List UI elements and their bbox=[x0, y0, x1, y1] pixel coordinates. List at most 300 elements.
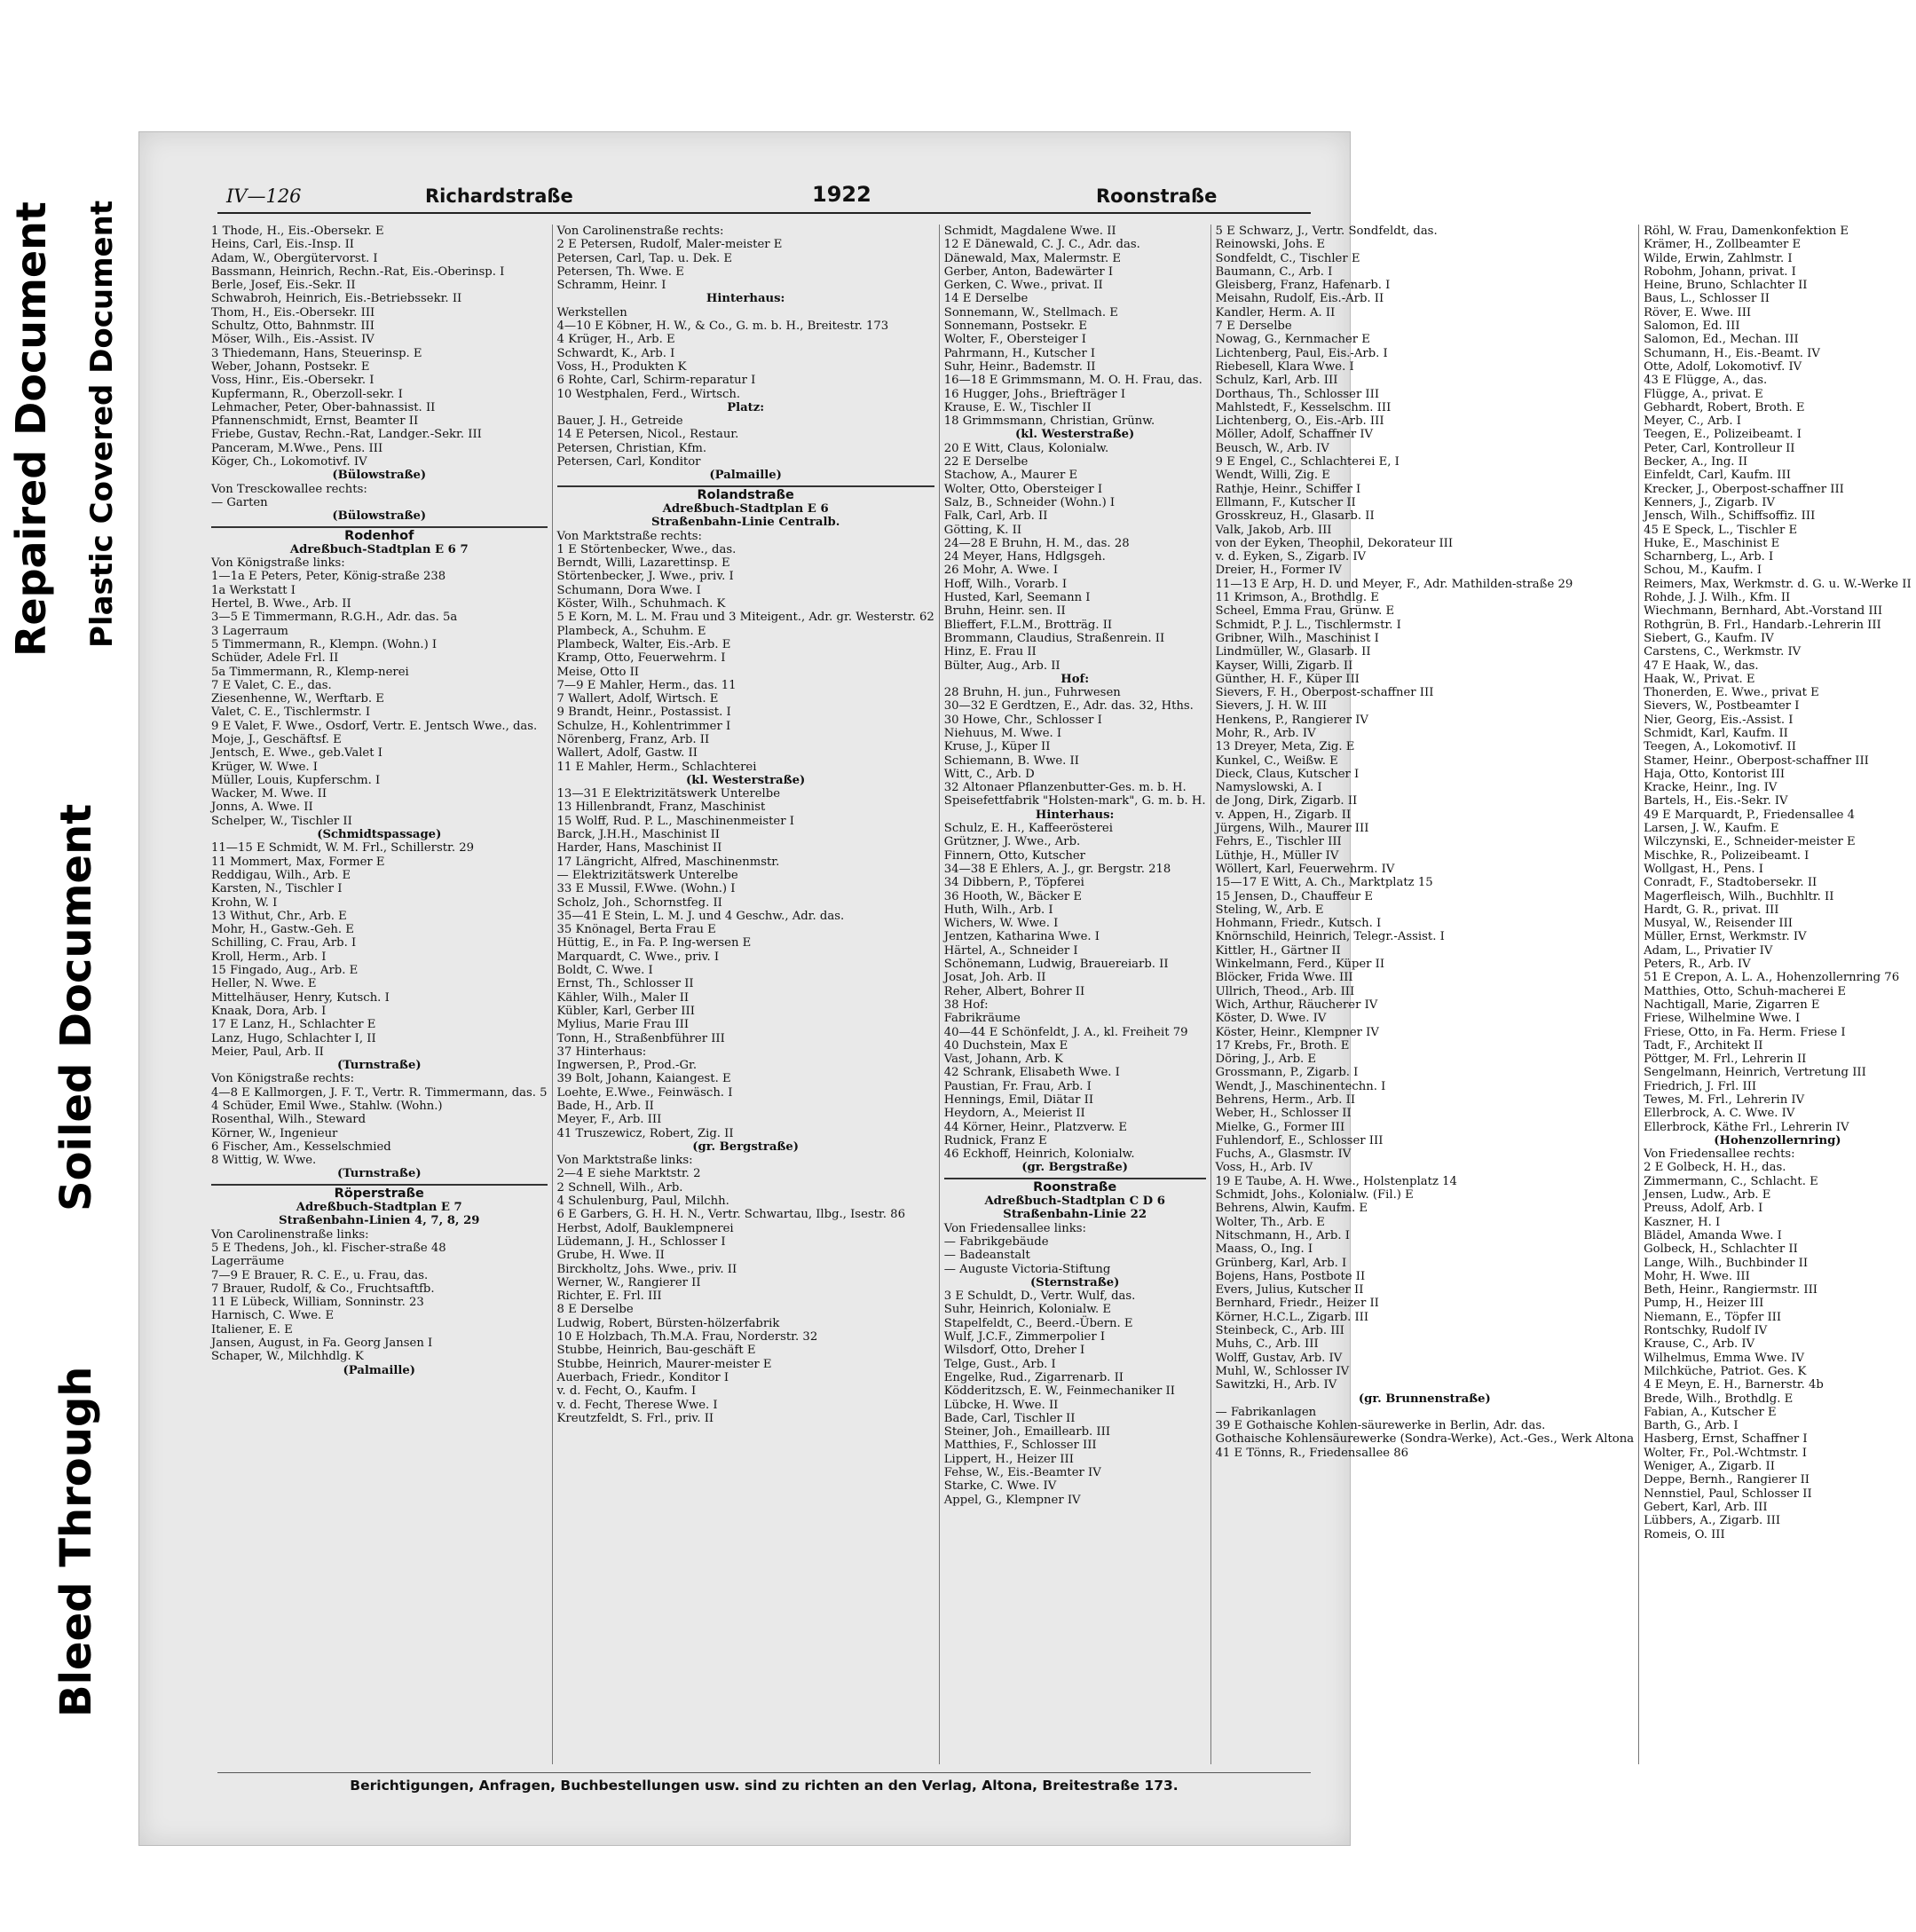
directory-entry: 16—18 E Grimmsmann, M. O. H. Frau, das. bbox=[943, 374, 1202, 388]
publisher-footer: Berichtigungen, Anfragen, Buchbestellungen usw. sind zu richten an den Verlag, Altona, Breitestraße 173. bbox=[217, 1772, 1311, 1794]
directory-entry: Döring, J., Arb. E bbox=[1215, 1053, 1317, 1067]
directory-entry: Adreßbuch-Stadtplan C D 6 bbox=[984, 1195, 1165, 1209]
directory-entry: Musyal, W., Reisender III bbox=[1644, 917, 1793, 931]
directory-entry: 33 E Mussil, F.Wwe. (Wohn.) I bbox=[556, 882, 736, 896]
directory-entry: Adam, L., Privatier IV bbox=[1644, 943, 1773, 958]
directory-entry: Valet, C. E., Tischlermstr. I bbox=[211, 706, 371, 720]
directory-entry: Salz, B., Schneider (Wohn.) I bbox=[943, 495, 1116, 509]
street-heading: Rodenhof bbox=[211, 526, 548, 543]
directory-entry: Reimers, Max, Werkmstr. d. G. u. W.-Werke II bbox=[1644, 577, 1912, 591]
directory-entry: Marquardt, C. Wwe., priv. I bbox=[556, 950, 720, 964]
directory-entry: Hasberg, Ernst, Schaffner I bbox=[1644, 1432, 1808, 1447]
directory-entry: Von Marktstraße rechts: bbox=[556, 529, 702, 543]
directory-entry: 10 Westphalen, Ferd., Wirtsch. bbox=[556, 387, 741, 401]
directory-entry: Haak, W., Privat. E bbox=[1644, 672, 1755, 686]
directory-entry: Von Carolinenstraße links: bbox=[211, 1227, 369, 1242]
directory-entry: (kl. Westerstraße) bbox=[1015, 428, 1135, 442]
directory-entry: Hof: bbox=[1061, 672, 1090, 686]
directory-entry: de Jong, Dirk, Zigarb. II bbox=[1215, 794, 1358, 808]
directory-entry: Gothaische Kohlensäurewerke (Sondra-Werke), Act.-Ges., Werk Altona bbox=[1215, 1432, 1635, 1447]
directory-entry: Plambeck, Walter, Eis.-Arb. E bbox=[556, 637, 731, 651]
directory-entry: Dreier, H., Former IV bbox=[1215, 564, 1342, 578]
directory-entry: Romeis, O. III bbox=[1644, 1527, 1725, 1542]
directory-entry: Schwabroh, Heinrich, Eis.-Betriebssekr. II bbox=[211, 292, 462, 306]
directory-entry: Mahlstedt, F., Kesselschm. III bbox=[1215, 400, 1392, 414]
directory-entry: Schüder, Adele Frl. II bbox=[211, 651, 339, 666]
directory-entry: Weber, H., Schlosser II bbox=[1215, 1107, 1352, 1121]
directory-entry: Schilling, C. Frau, Arb. I bbox=[211, 936, 357, 950]
directory-entry: Von Friedensallee links: bbox=[943, 1221, 1086, 1235]
directory-entry: Voss, Hinr., Eis.-Obersekr. I bbox=[211, 374, 375, 388]
directory-entry: Wolff, Gustav, Arb. IV bbox=[1215, 1351, 1343, 1365]
directory-entry: Hoff, Wilh., Vorarb. I bbox=[943, 577, 1068, 591]
directory-entry: Richter, E. Frl. III bbox=[556, 1289, 662, 1304]
directory-entry: Schumann, Dora Wwe. I bbox=[556, 583, 701, 597]
directory-entry: Hinterhaus: bbox=[1035, 808, 1115, 822]
directory-entry: Von Marktstraße links: bbox=[556, 1154, 693, 1168]
directory-entry: Rothgrün, B. Frl., Handarb.-Lehrerin III bbox=[1644, 618, 1881, 632]
directory-entry: Lübbers, A., Zigarb. III bbox=[1644, 1514, 1781, 1528]
directory-entry: 40 Duchstein, Max E bbox=[943, 1038, 1068, 1053]
directory-entry: Heins, Carl, Eis.-Insp. II bbox=[211, 238, 354, 252]
directory-entry: 14 E Petersen, Nicol., Restaur. bbox=[556, 428, 739, 442]
directory-entry: Jansen, August, in Fa. Georg Jansen I bbox=[211, 1337, 433, 1351]
directory-entry: (Turnstraße) bbox=[336, 1167, 422, 1181]
directory-entry: (Turnstraße) bbox=[336, 1059, 422, 1073]
directory-entry: Voss, H., Produkten K bbox=[556, 359, 687, 374]
directory-entry: Steinbeck, C., Arb. III bbox=[1215, 1324, 1344, 1338]
directory-entry: Körner, H.C.L., Zigarb. III bbox=[1215, 1310, 1369, 1324]
directory-entry: 12 E Dänewald, C. J. C., Adr. das. bbox=[943, 238, 1140, 252]
directory-entry: 22 E Derselbe bbox=[943, 455, 1029, 469]
directory-entry: 14 E Derselbe bbox=[943, 292, 1029, 306]
directory-entry: Bernhard, Friedr., Heizer II bbox=[1215, 1297, 1379, 1311]
directory-entry: Muhl, W., Schlosser IV bbox=[1215, 1364, 1350, 1378]
directory-entry: Pahrmann, H., Kutscher I bbox=[943, 346, 1096, 360]
directory-entry: Boldt, C. Wwe. I bbox=[556, 964, 653, 978]
directory-entry: (Schmidtspassage) bbox=[317, 828, 442, 842]
directory-entry: 49 E Marquardt, P., Friedensallee 4 bbox=[1644, 808, 1856, 822]
directory-entry: 43 E Flügge, A., das. bbox=[1644, 374, 1768, 388]
directory-entry: Von Friedensallee rechts: bbox=[1644, 1147, 1795, 1162]
directory-entry: Golbeck, H., Schlachter II bbox=[1644, 1242, 1798, 1257]
directory-entry: Plambeck, A., Schuhm. E bbox=[556, 624, 706, 638]
directory-entry: Gebhardt, Robert, Broth. E bbox=[1644, 400, 1805, 414]
directory-entry: Harnisch, C. Wwe. E bbox=[211, 1309, 335, 1323]
directory-entry: Ködderitzsch, E. W., Feinmechaniker II bbox=[943, 1384, 1175, 1399]
directory-entry: Lüdemann, J. H., Schlosser I bbox=[556, 1234, 726, 1249]
directory-entry: Reinowski, Johs. E bbox=[1215, 238, 1326, 252]
directory-entry: 8 Wittig, W. Wwe. bbox=[211, 1154, 317, 1168]
directory-entry: 10 E Holzbach, Th.M.A. Frau, Norderstr. 32 bbox=[556, 1330, 818, 1345]
directory-entry: 15 Jensen, D., Chauffeur E bbox=[1215, 889, 1373, 903]
directory-entry: Behrens, Alwin, Kaufm. E bbox=[1215, 1202, 1368, 1216]
directory-entry: Huke, E., Maschinist E bbox=[1644, 536, 1780, 550]
directory-entry: Werner, W., Rangierer II bbox=[556, 1275, 701, 1289]
directory-entry: Bade, H., Arb. II bbox=[556, 1100, 654, 1113]
directory-entry: Scheel, Emma Frau, Grünw. E bbox=[1215, 604, 1395, 619]
directory-entry: 11 E Lübeck, William, Sonninstr. 23 bbox=[211, 1296, 424, 1310]
directory-entry: Sengelmann, Heinrich, Vertretung III bbox=[1644, 1066, 1866, 1080]
directory-entry: Carstens, C., Werkmstr. IV bbox=[1644, 645, 1802, 659]
directory-entry: — Auguste Victoria-Stiftung bbox=[943, 1262, 1111, 1276]
directory-entry: Bojens, Hans, Postbote II bbox=[1215, 1269, 1366, 1283]
directory-entry: Wiechmann, Bernhard, Abt.-Vorstand III bbox=[1644, 604, 1883, 619]
directory-entry: Lehmacher, Peter, Ober-bahnassist. II bbox=[211, 400, 436, 414]
directory-entry: Scholz, Joh., Schornstfeg. II bbox=[556, 895, 722, 910]
directory-entry: Bade, Carl, Tischler II bbox=[943, 1411, 1076, 1425]
directory-entry: 11—15 E Schmidt, W. M. Frl., Schillerstr. 29 bbox=[211, 841, 475, 856]
page-header bbox=[217, 175, 1311, 214]
directory-entry: Stubbe, Heinrich, Maurer-meister E bbox=[556, 1357, 772, 1371]
directory-entry: Von Königstraße links: bbox=[211, 556, 345, 571]
directory-entry: 11 Krimson, A., Brothdlg. E bbox=[1215, 591, 1379, 605]
directory-entry: Adam, W., Obergütervorst. I bbox=[211, 251, 378, 265]
directory-entry: — Elektrizitätswerk Unterelbe bbox=[556, 868, 738, 882]
directory-entry: Sievers, F. H., Oberpost-schaffner III bbox=[1215, 686, 1434, 700]
directory-entry: Teegen, A., Lokomotivf. II bbox=[1644, 740, 1796, 754]
directory-entry: Blädel, Amanda Wwe. I bbox=[1644, 1228, 1782, 1242]
directory-entry: Krause, C., Arb. IV bbox=[1644, 1337, 1755, 1352]
directory-entry: Falk, Carl, Arb. II bbox=[943, 509, 1048, 524]
directory-entry: Platz: bbox=[727, 400, 765, 414]
directory-entry: Italiener, E. E bbox=[211, 1322, 293, 1337]
directory-entry: Straßenbahn-Linien 4, 7, 8, 29 bbox=[279, 1214, 480, 1228]
year: 1922 bbox=[812, 182, 871, 207]
directory-entry: Krause, E. W., Tischler II bbox=[943, 400, 1092, 414]
directory-entry: 7—9 E Mahler, Herm., das. 11 bbox=[556, 678, 737, 692]
directory-entry: Gribner, Wilh., Maschinist I bbox=[1215, 631, 1379, 645]
directory-entry: 13 Dreyer, Meta, Zig. E bbox=[1215, 740, 1355, 754]
directory-entry: Salomon, Ed. III bbox=[1644, 319, 1740, 334]
directory-entry: Peter, Carl, Kontrolleur II bbox=[1644, 441, 1795, 455]
directory-entry: Schönemann, Ludwig, Brauereiarb. II bbox=[943, 958, 1169, 972]
directory-entry: 1 Thode, H., Eis.-Obersekr. E bbox=[211, 225, 384, 238]
directory-entry: 15 Fingado, Aug., Arb. E bbox=[211, 964, 359, 978]
directory-entry: Petersen, Carl, Konditor bbox=[556, 455, 701, 469]
directory-entry: Schwardt, K., Arb. I bbox=[556, 346, 675, 360]
directory-entry: Peters, R., Arb. IV bbox=[1644, 958, 1751, 972]
directory-entry: Auerbach, Friedr., Konditor I bbox=[556, 1370, 729, 1384]
directory-entry: Mohr, H. Wwe. III bbox=[1644, 1269, 1750, 1283]
directory-entry: Siebert, G., Kaufm. IV bbox=[1644, 631, 1774, 645]
directory-entry: 9 Brandt, Heinr., Postassist. I bbox=[556, 706, 731, 720]
directory-entry: Wilde, Erwin, Zahlmstr. I bbox=[1644, 251, 1793, 265]
directory-entry: Beusch, W., Arb. IV bbox=[1215, 441, 1329, 455]
directory-entry: (gr. Brunnenstraße) bbox=[1358, 1392, 1491, 1406]
column-5 bbox=[1639, 225, 1916, 1764]
directory-entry: Kruse, J., Küper II bbox=[943, 740, 1051, 754]
directory-entry: (kl. Westerstraße) bbox=[686, 773, 806, 787]
directory-entry: Larsen, J. W., Kaufm. E bbox=[1644, 822, 1779, 836]
directory-entry: Stapelfeldt, C., Beerd.-Übern. E bbox=[943, 1316, 1133, 1330]
directory-entry: Fuhlendorf, E., Schlosser III bbox=[1215, 1133, 1384, 1147]
directory-entry: Röhl, W. Frau, Damenkonfektion E bbox=[1644, 225, 1849, 238]
directory-entry: 7 E Derselbe bbox=[1215, 319, 1292, 334]
directory-entry: 7 Brauer, Rudolf, & Co., Fruchtsaftfb. bbox=[211, 1281, 435, 1296]
directory-entry: 19 E Taube, A. H. Wwe., Holstenplatz 14 bbox=[1215, 1174, 1457, 1188]
directory-entry: Wöllert, Karl, Feuerwehrm. IV bbox=[1215, 862, 1395, 876]
directory-entry: Jonns, A. Wwe. II bbox=[211, 800, 313, 815]
directory-entry: 35 Knönagel, Berta Frau E bbox=[556, 923, 716, 937]
directory-entry: v. d. Fecht, Therese Wwe. I bbox=[556, 1398, 718, 1412]
directory-entry: Evers, Julius, Kutscher II bbox=[1215, 1283, 1364, 1297]
directory-entry: 4 Krüger, H., Arb. E bbox=[556, 333, 675, 347]
directory-entry: Meisahn, Rudolf, Eis.-Arb. II bbox=[1215, 292, 1384, 306]
directory-entry: Behrens, Herm., Arb. II bbox=[1215, 1093, 1356, 1107]
directory-entry: Telge, Gust., Arb. I bbox=[943, 1357, 1056, 1371]
directory-entry: Schulz, Karl, Arb. III bbox=[1215, 374, 1338, 388]
directory-entry: Nier, Georg, Eis.-Assist. I bbox=[1644, 713, 1794, 727]
directory-entry: 9 E Valet, F. Wwe., Osdorf, Vertr. E. Jentsch Wwe., das. bbox=[211, 719, 538, 733]
directory-entry: Bassmann, Heinrich, Rechn.-Rat, Eis.-Oberinsp. I bbox=[211, 264, 505, 279]
directory-entry: Wolter, Fr., Pol.-Wchtmstr. I bbox=[1644, 1446, 1808, 1460]
directory-entry: Finnern, Otto, Kutscher bbox=[943, 848, 1085, 863]
directory-entry: Berle, Josef, Eis.-Sekr. II bbox=[211, 279, 356, 293]
directory-entry: Heydorn, A., Meierist II bbox=[943, 1107, 1085, 1121]
directory-entry: (gr. Bergstraße) bbox=[692, 1139, 800, 1154]
directory-entry: 2 E Golbeck, H. H., das. bbox=[1644, 1161, 1786, 1175]
directory-entry: Loehte, E.Wwe., Feinwäsch. I bbox=[556, 1085, 733, 1100]
directory-entry: Lange, Wilh., Buchbinder II bbox=[1644, 1256, 1809, 1270]
directory-entry: Härtel, A., Schneider I bbox=[943, 943, 1078, 958]
directory-entry: Panceram, M.Wwe., Pens. III bbox=[211, 441, 383, 455]
directory-entry: Adreßbuch-Stadtplan E 6 7 bbox=[289, 542, 469, 556]
directory-entry: Schiemann, B. Wwe. II bbox=[943, 753, 1079, 768]
directory-entry: Wallert, Adolf, Gastw. II bbox=[556, 746, 698, 761]
directory-entry: Pfannenschmidt, Ernst, Beamter II bbox=[211, 414, 419, 429]
page-number: IV—126 bbox=[226, 185, 302, 207]
street-right-title: Roonstraße bbox=[1096, 185, 1218, 207]
directory-entry: Jentsch, E. Wwe., geb.Valet I bbox=[211, 746, 382, 761]
directory-entry: Dieck, Claus, Kutscher I bbox=[1215, 767, 1360, 781]
directory-entry: Lichtenberg, O., Eis.-Arb. III bbox=[1215, 414, 1384, 429]
directory-entry: 17 Krebs, Fr., Broth. E bbox=[1215, 1038, 1350, 1053]
directory-entry: Riebesell, Klara Wwe. I bbox=[1215, 359, 1354, 374]
directory-entry: Schou, M., Kaufm. I bbox=[1644, 564, 1762, 578]
directory-entry: Thom, H., Eis.-Obersekr. III bbox=[211, 305, 375, 319]
directory-entry: 1—1a E Peters, Peter, König-straße 238 bbox=[211, 570, 446, 584]
directory-entry: Günther, H. F., Küper III bbox=[1215, 672, 1360, 686]
directory-entry: Von Carolinenstraße rechts: bbox=[556, 225, 724, 238]
directory-entry: Birckholtz, Johs. Wwe., priv. II bbox=[556, 1262, 737, 1276]
directory-entry: Lagerräume bbox=[211, 1255, 285, 1269]
directory-entry: Milchküche, Patriot. Ges. K bbox=[1644, 1364, 1807, 1378]
directory-entry: Schelper, W., Tischler II bbox=[211, 814, 352, 828]
directory-entry: 34—38 E Ehlers, A. J., gr. Bergstr. 218 bbox=[943, 862, 1171, 876]
directory-entry: (Bülowstraße) bbox=[332, 469, 427, 483]
directory-entry: Maass, O., Ing. I bbox=[1215, 1242, 1313, 1257]
directory-entry: — Fabrikgebäude bbox=[943, 1234, 1049, 1249]
directory-entry: Müller, Louis, Kupferschm. I bbox=[211, 773, 381, 787]
directory-entry: 4 E Meyn, E. H., Barnerstr. 4b bbox=[1644, 1378, 1824, 1392]
directory-entry: Stamer, Heinr., Oberpost-schaffner III bbox=[1644, 753, 1869, 768]
directory-entry: Bartels, H., Eis.-Sekr. IV bbox=[1644, 794, 1788, 808]
directory-entry: Witt, C., Arb. D bbox=[943, 767, 1035, 781]
directory-entry: 39 E Gothaische Kohlen-säurewerke in Berlin, Adr. das. bbox=[1215, 1419, 1546, 1433]
directory-entry: Adreßbuch-Stadtplan E 7 bbox=[296, 1201, 462, 1215]
directory-entry: Rosenthal, Wilh., Steward bbox=[211, 1113, 367, 1127]
directory-entry: Kreutzfeldt, S. Frl., priv. II bbox=[556, 1411, 714, 1425]
directory-entry: 36 Hooth, W., Bäcker E bbox=[943, 889, 1082, 903]
directory-entry: (Hohenzollernring) bbox=[1714, 1133, 1841, 1147]
directory-entry: Ernst, Th., Schlosser II bbox=[556, 977, 694, 991]
directory-entry: Körner, W., Ingenieur bbox=[211, 1126, 338, 1140]
directory-entry: 13—31 E Elektrizitätswerk Unterelbe bbox=[556, 787, 781, 801]
directory-entry: Fuchs, A., Glasmstr. IV bbox=[1215, 1147, 1352, 1162]
directory-entry: Gerken, C. Wwe., privat. II bbox=[943, 279, 1103, 293]
directory-entry: Schramm, Heinr. I bbox=[556, 279, 666, 293]
directory-entry: Straßenbahn-Linie Centralb. bbox=[651, 516, 840, 530]
directory-entry: 18 Grimmsmann, Christian, Grünw. bbox=[943, 414, 1155, 429]
directory-entry: von der Eyken, Theophil, Dekorateur III bbox=[1215, 536, 1454, 550]
directory-entry: Kunkel, C., Weißw. E bbox=[1215, 753, 1338, 768]
directory-entry: Otte, Adolf, Lokomotivf. IV bbox=[1644, 359, 1802, 374]
directory-entry: Tewes, M. Frl., Lehrerin IV bbox=[1644, 1093, 1805, 1107]
directory-entry: 30 Howe, Chr., Schlosser I bbox=[943, 713, 1102, 727]
directory-entry: Meyer, C., Arb. I bbox=[1644, 414, 1741, 429]
directory-entry: Ingwersen, P., Prod.-Gr. bbox=[556, 1059, 698, 1073]
label-soiled-document: Soiled Document bbox=[51, 803, 101, 1211]
directory-entry: Ellerbrock, A. C. Wwe. IV bbox=[1644, 1107, 1795, 1121]
directory-entry: 46 Eckhoff, Heinrich, Kolonialw. bbox=[943, 1147, 1135, 1162]
directory-entry: Schulz, E. H., Kaffeerösterei bbox=[943, 822, 1113, 836]
directory-entry: Heine, Bruno, Schlachter II bbox=[1644, 279, 1808, 293]
directory-entry: Gebert, Karl, Arb. III bbox=[1644, 1500, 1768, 1514]
directory-entry: 16 Hugger, Johs., Briefträger I bbox=[943, 387, 1126, 401]
directory-entry: Krecker, J., Oberpost-schaffner III bbox=[1644, 482, 1844, 496]
directory-entry: Suhr, Heinr., Bademstr. II bbox=[943, 359, 1096, 374]
directory-entry: Jentzen, Katharina Wwe. I bbox=[943, 930, 1100, 944]
directory-entry: Barck, J.H.H., Maschinist II bbox=[556, 828, 721, 842]
directory-entry: Jürgens, Wilh., Maurer III bbox=[1215, 822, 1369, 836]
directory-entry: Hardt, G. R., privat. III bbox=[1644, 903, 1779, 917]
directory-entry: Josat, Joh. Arb. II bbox=[943, 971, 1046, 985]
directory-entry: Dänewald, Max, Malermstr. E bbox=[943, 251, 1122, 265]
directory-entry: Möser, Wilh., Eis.-Assist. IV bbox=[211, 333, 375, 347]
directory-entry: Friebe, Gustav, Rechn.-Rat, Landger.-Sekr. III bbox=[211, 428, 482, 442]
directory-entry: Conradt, F., Stadtobersekr. II bbox=[1644, 876, 1817, 890]
directory-entry: 6 E Garbers, G. H. H. N., Vertr. Schwartau, Ilbg., Isestr. 86 bbox=[556, 1208, 905, 1222]
directory-entry: Beth, Heinr., Rangiermstr. III bbox=[1644, 1283, 1818, 1297]
directory-entry: Wendt, J., Maschinentechn. I bbox=[1215, 1079, 1386, 1093]
directory-entry: Weniger, A., Zigarb. II bbox=[1644, 1460, 1775, 1474]
directory-entry: Mielke, G., Former III bbox=[1215, 1120, 1345, 1134]
directory-entry: Matthies, F., Schlosser III bbox=[943, 1439, 1097, 1453]
directory-entry: Schmidt, Karl, Kaufm. II bbox=[1644, 726, 1788, 740]
directory-entry: 34 Dibbern, P., Töpferei bbox=[943, 876, 1084, 890]
directory-entry: 26 Mohr, A. Wwe. I bbox=[943, 564, 1059, 578]
street-heading: Roonstraße bbox=[944, 1178, 1206, 1195]
directory-entry: — Badeanstalt bbox=[943, 1249, 1030, 1263]
directory-entry: Flügge, A., privat. E bbox=[1644, 387, 1763, 401]
directory-entry: Lanz, Hugo, Schlachter I, II bbox=[211, 1031, 376, 1045]
directory-entry: Huth, Wilh., Arb. I bbox=[943, 903, 1053, 917]
directory-entry: Tadt, F., Architekt II bbox=[1644, 1038, 1763, 1053]
directory-entry: Schaper, W., Milchhdlg. K bbox=[211, 1350, 364, 1364]
directory-entry: Stachow, A., Maurer E bbox=[943, 469, 1078, 483]
column-2 bbox=[553, 225, 940, 1764]
directory-entry: Fabrikräume bbox=[943, 1012, 1021, 1026]
directory-entry: Möller, Adolf, Schaffner IV bbox=[1215, 428, 1374, 442]
directory-entry: 6 Fischer, Am., Kesselschmied bbox=[211, 1139, 391, 1154]
directory-entry: 13 Hillenbrandt, Franz, Maschinist bbox=[556, 800, 766, 815]
directory-entry: Schmidt, Johs., Kolonialw. (Fil.) E bbox=[1215, 1188, 1414, 1203]
directory-entry: Mylius, Marie Frau III bbox=[556, 1018, 690, 1032]
directory-entry: 8 E Derselbe bbox=[556, 1303, 634, 1317]
directory-entry: 45 E Speck, L., Tischler E bbox=[1644, 523, 1798, 537]
directory-entry: Lüthje, H., Müller IV bbox=[1215, 848, 1339, 863]
directory-entry: Baus, L., Schlosser II bbox=[1644, 292, 1770, 306]
directory-entry: Hennings, Emil, Diätar II bbox=[943, 1093, 1094, 1107]
directory-entry: Hohmann, Friedr., Kutsch. I bbox=[1215, 917, 1382, 931]
directory-entry: Wolter, F., Obersteiger I bbox=[943, 333, 1087, 347]
directory-entry: 44 Körner, Heinr., Platzverw. E bbox=[943, 1120, 1127, 1134]
label-repaired-document: Repaired Document bbox=[7, 201, 55, 657]
directory-entry: Barth, G., Arb. I bbox=[1644, 1419, 1739, 1433]
directory-entry: Ziesenhenne, W., Werftarb. E bbox=[211, 692, 384, 706]
directory-entry: Baumann, C., Arb. I bbox=[1215, 264, 1333, 279]
directory-entry: Sonnemann, W., Stellmach. E bbox=[943, 305, 1118, 319]
directory-page bbox=[138, 131, 1912, 1846]
directory-entry: Muhs, C., Arb. III bbox=[1215, 1337, 1319, 1352]
directory-entry: Berndt, Willi, Lazarettinsp. E bbox=[556, 556, 730, 571]
directory-entry: Hüttig, E., in Fa. P. Ing-wersen E bbox=[556, 936, 752, 950]
directory-entry: Engelke, Rud., Zigarrenarb. II bbox=[943, 1370, 1124, 1384]
directory-entry: Krämer, H., Zollbeamter E bbox=[1644, 238, 1802, 252]
directory-entry: 5 E Thedens, Joh., kl. Fischer-straße 48 bbox=[211, 1241, 446, 1255]
directory-entry: Vast, Johann, Arb. K bbox=[943, 1053, 1063, 1067]
directory-entry: Preuss, Adolf, Arb. I bbox=[1644, 1202, 1763, 1216]
directory-entry: Reher, Albert, Bohrer II bbox=[943, 984, 1085, 998]
directory-entry: Meise, Otto II bbox=[556, 665, 639, 679]
directory-entry: Adreßbuch-Stadtplan E 6 bbox=[662, 501, 829, 516]
directory-entry: Speisefettfabrik "Holsten-mark", G. m. b. H. bbox=[943, 794, 1206, 808]
directory-entry: 4—10 E Köbner, H. W., & Co., G. m. b. H., Breitestr. 173 bbox=[556, 319, 889, 334]
directory-entry: Meier, Paul, Arb. II bbox=[211, 1045, 324, 1059]
directory-entry: 30—32 E Gerdtzen, E., Adr. das. 32, Hths. bbox=[943, 699, 1194, 714]
directory-entry: Becker, A., Ing. II bbox=[1644, 455, 1748, 469]
directory-entry: Starke, C. Wwe. IV bbox=[943, 1479, 1057, 1494]
directory-entry: Kayser, Willi, Zigarb. II bbox=[1215, 658, 1353, 673]
directory-entry: Köster, Heinr., Klempner IV bbox=[1215, 1025, 1379, 1039]
directory-entry: 9 E Engel, C., Schlachterei E, I bbox=[1215, 455, 1400, 469]
directory-entry: Moje, J., Geschäftsf. E bbox=[211, 732, 342, 746]
directory-entry: Kroll, Herm., Arb. I bbox=[211, 950, 327, 964]
directory-entry: Petersen, Carl, Tap. u. Dek. E bbox=[556, 251, 733, 265]
directory-entry: Jensch, Wilh., Schiffsoffiz. III bbox=[1644, 509, 1816, 524]
directory-entry: Petersen, Christian, Kfm. bbox=[556, 441, 707, 455]
directory-entry: Heller, N. Wwe. E bbox=[211, 977, 317, 991]
directory-entry: 4 Schulenburg, Paul, Milchh. bbox=[556, 1195, 729, 1209]
directory-entry: 17 Längricht, Alfred, Maschinenmstr. bbox=[556, 855, 780, 869]
directory-entry: Gleisberg, Franz, Hafenarb. I bbox=[1215, 279, 1391, 293]
directory-entry: Grosskreuz, H., Glasarb. II bbox=[1215, 509, 1375, 524]
directory-entry: 15 Wolff, Rud. P. L., Maschinenmeister I bbox=[556, 814, 794, 828]
directory-entry: Pöttger, M. Frl., Lehrerin II bbox=[1644, 1053, 1807, 1067]
directory-entry: 47 E Haak, W., das. bbox=[1644, 658, 1759, 673]
column-1 bbox=[207, 225, 553, 1764]
directory-entry: Müller, Ernst, Werkmstr. IV bbox=[1644, 930, 1807, 944]
directory-entry: Schulze, H., Kohlentrimmer I bbox=[556, 719, 731, 733]
directory-entry: Wilhelmus, Emma Wwe. IV bbox=[1644, 1351, 1804, 1365]
directory-entry: Tonn, H., Straßenbführer III bbox=[556, 1031, 725, 1045]
directory-entry: 42 Schrank, Elisabeth Wwe. I bbox=[943, 1066, 1120, 1080]
directory-entry: Schmidt, P. J. L., Tischlermstr. I bbox=[1215, 618, 1401, 632]
directory-entry: Wilczynski, E., Schneider-meister E bbox=[1644, 835, 1856, 849]
directory-entry: Niehuus, M. Wwe. I bbox=[943, 726, 1062, 740]
directory-entry: Werkstellen bbox=[556, 305, 627, 319]
